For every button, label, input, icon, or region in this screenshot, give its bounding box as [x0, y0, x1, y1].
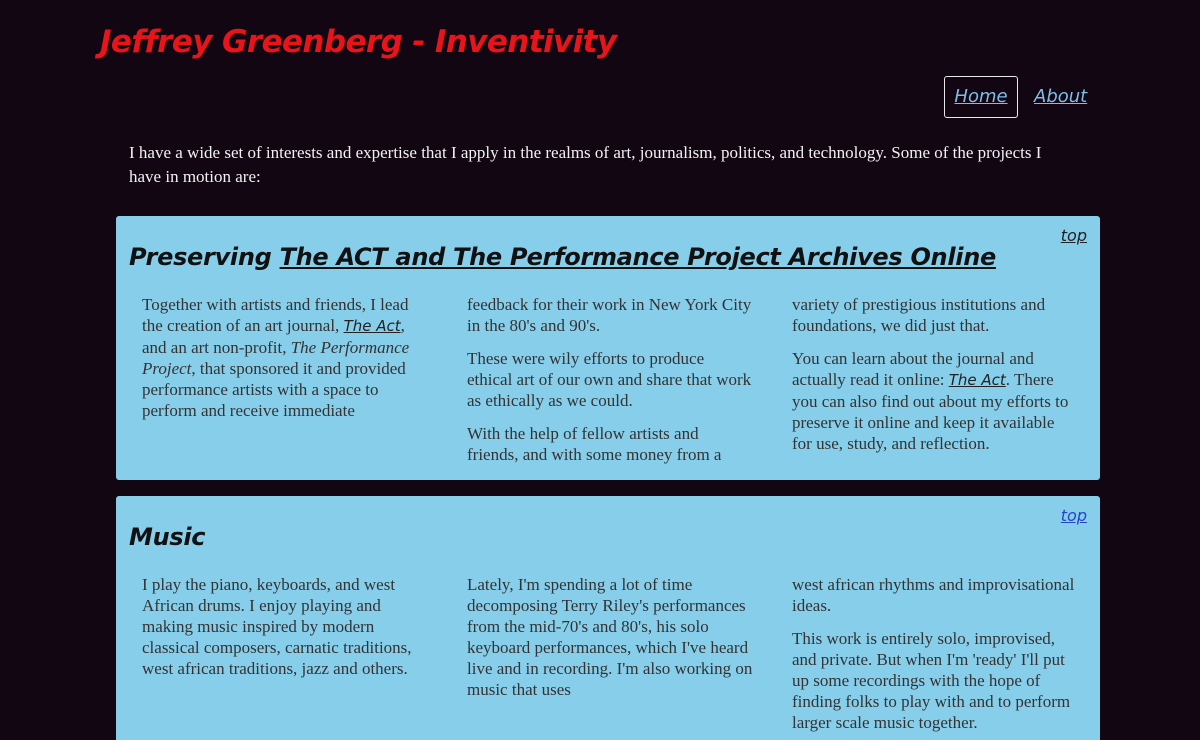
paragraph: [142, 294, 428, 421]
nav-home-link[interactable]: Home: [944, 76, 1018, 118]
text-span: . There you can also find out about my efforts to preserve it online and keep it available for use, study, and reflection.: [792, 370, 1069, 453]
paragraph: I play the piano, keyboards, and west African drums. I enjoy playing and making music inspired by modern classical composers, carnatic traditions, west african traditions, jazz and others.: [142, 575, 412, 678]
paragraph: feedback for their work in New York City in the 80's and 90's.: [467, 295, 752, 335]
text-column-3: [792, 574, 1078, 740]
paragraph: These were wily efforts to produce ethical art of our own and share that work as ethically as we could.: [467, 349, 752, 410]
paragraph: With the help of fellow artists and friends, and with some money from a: [467, 424, 722, 464]
the-act-link[interactable]: The Act: [948, 371, 1006, 389]
main-nav: [944, 76, 1087, 118]
intro-text: I have a wide set of interests and expertise that I apply in the realms of art, journalism, politics, and technology. Some of the projects I have in motion are:: [129, 143, 1042, 186]
act-archives-link[interactable]: The ACT and The Performance Project Archives Online: [279, 243, 996, 271]
nav-about-link[interactable]: About: [1034, 86, 1088, 107]
text-span: , and an art non-profit,: [142, 316, 405, 357]
top-link[interactable]: top: [1060, 506, 1087, 525]
paragraph: variety of prestigious institutions and foundations, we did just that.: [792, 295, 1046, 335]
text-column-1: [142, 574, 428, 691]
performance-project-name: The Performance Project: [142, 338, 410, 378]
paragraph: [792, 348, 1078, 454]
section-title: [129, 243, 996, 271]
section-title-prefix: Preserving: [129, 243, 280, 271]
the-act-link[interactable]: The Act: [343, 317, 401, 335]
text-span: Together with artists and friends, I lead the creation of an art journal,: [142, 295, 409, 335]
paragraph: This work is entirely solo, improvised, and private. But when I'm 'ready' I'll put up some recordings with the hope of finding folks to play with and to perform larger scale music together.: [792, 629, 1071, 732]
section-act-archives: [116, 216, 1100, 480]
text-column-3: [792, 294, 1078, 466]
site-title: Jeffrey Greenberg - Inventivity: [100, 24, 617, 60]
top-link[interactable]: top: [1060, 226, 1087, 245]
section-title: Music: [129, 523, 206, 551]
text-span: , that sponsored it and provided performance artists with a space to perform and receive immediate: [142, 359, 406, 420]
paragraph: west african rhythms and improvisational ideas.: [792, 575, 1075, 615]
text-column-1: [142, 294, 428, 433]
text-column-2: [467, 574, 753, 712]
paragraph: Lately, I'm spending a lot of time decomposing Terry Riley's performances from the mid-70's and 80's, his solo keyboard performances, which I've heard live and in recording. I'm also working on music that uses: [467, 575, 753, 699]
text-column-2: [467, 294, 753, 477]
section-music: [116, 496, 1100, 740]
text-span: You can learn about the journal and actually read it online:: [792, 349, 1034, 389]
